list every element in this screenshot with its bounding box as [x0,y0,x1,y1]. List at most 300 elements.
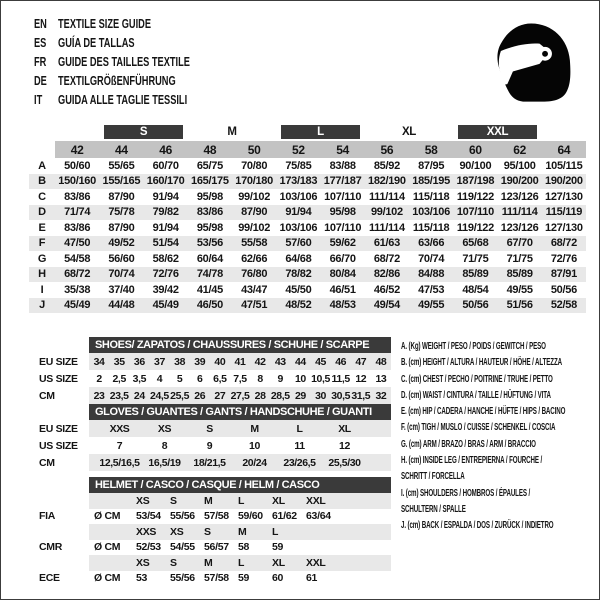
size-value-cell: 55/65 [108,159,135,172]
row-label: US SIZE [39,439,78,452]
size-value-cell: 55/56 [170,510,195,523]
size-value-cell: 49/55 [506,283,533,296]
legend-line: C. (cm) CHEST / PECHO / POITRINE / TRUHE / PETTO [401,373,553,385]
size-value-cell: 103/106 [279,190,318,203]
size-header-cell: XS [136,494,150,507]
size-value-cell: 99/102 [238,221,271,234]
size-value-cell: 3,5 [132,372,147,385]
table-row [89,387,391,404]
row-label: I [40,283,44,296]
gloves-table-title: GLOVES / GUANTES / GANTS / HANDSCHUHE / GUANTI [89,404,391,420]
size-value-cell: 111/114 [368,221,405,234]
size-value-cell: 44 [294,355,306,368]
standard-label: CMR [39,541,63,553]
size-band-L: L [281,125,360,139]
legend-line: E. (cm) HIP / CADERA / HANCHE / HÜFTE / HIPS / BACINO [401,406,566,418]
table-row [89,454,391,471]
size-value-cell: 66/70 [329,252,356,265]
measurement-row [29,158,586,174]
size-value-cell: 41 [234,355,246,368]
size-value-cell: 6 [197,372,203,385]
measurement-legend [401,339,596,535]
size-band-M: M [227,126,237,138]
size-value-cell: 45/50 [285,283,312,296]
size-column-header: 50 [232,141,276,158]
size-band-empty [542,125,586,139]
size-value-cell: 4 [156,372,163,385]
helmet-standard-labels [39,493,62,586]
size-value-cell: 48/52 [285,299,312,312]
size-value-cell: 25,5/30 [328,456,361,469]
size-value-cell: 95/98 [329,206,356,219]
size-value-cell: 47/51 [241,299,268,312]
size-value-cell: 6,5 [213,372,227,385]
size-band-S: S [104,125,183,139]
row-label: CM [39,389,55,402]
row-label: H [38,268,46,281]
size-header-cell: S [170,494,177,507]
size-value-cell: 30 [315,389,326,402]
language-title: GUIDA ALLE TAGLIE TESSILI [58,92,188,107]
size-column-header: 54 [321,141,365,158]
legend-line: B. (cm) HEIGHT / ALTURA / HAUTEUR / HÖHE / ALTEZZA [401,357,562,369]
size-header-cell: XL [272,556,285,569]
size-value-cell: 68/72 [64,268,91,281]
size-band-row [29,125,586,139]
size-header-cell: XS [136,556,150,569]
size-value-cell: 50/56 [462,299,489,312]
size-value-cell: 173/183 [279,175,318,188]
size-value-cell: 48 [375,355,387,368]
size-value-cell: 54/58 [64,252,91,265]
size-value-cell: 38 [174,355,186,368]
row-label: E [38,221,46,234]
size-value-cell: 62/66 [241,252,268,265]
measurement-row [29,189,586,205]
size-value-cell: 37/40 [108,283,135,296]
size-value-cell: 123/126 [500,221,539,234]
size-value-cell: 46/50 [196,299,223,312]
size-value-cell: 87/90 [241,206,268,219]
row-label: CM [39,456,55,469]
size-value-cell: 123/126 [500,190,539,203]
size-value-cell: 90/100 [459,159,492,172]
size-value-cell: 72/76 [550,252,577,265]
size-value-cell: 150/160 [58,175,96,188]
size-value-cell: 50/60 [64,159,91,172]
size-value-cell: 47/50 [64,237,91,250]
size-value-cell: 36 [133,355,145,368]
helmet-table-body [89,493,391,586]
row-label: F [38,237,46,250]
size-value-cell: 74/78 [196,268,223,281]
size-column-header: 46 [144,141,188,158]
size-value-cell: 46/52 [373,283,400,296]
helmet-size-row [89,493,391,509]
shoes-row-labels [39,353,78,404]
size-header-cell: XL [272,494,285,507]
size-value-cell: 18/21,5 [193,456,226,469]
standard-label: FIA [39,510,56,522]
size-header-cell: L [272,525,279,538]
size-value-cell: 9 [206,439,213,452]
size-value-cell: 59 [272,541,284,554]
size-column-header: 62 [498,141,542,158]
size-value-cell: 76/80 [241,268,268,281]
size-value-cell: 28,5 [270,389,290,402]
diameter-label: Ø CM [94,572,121,585]
row-label: US SIZE [39,372,78,385]
size-value-cell: 56/60 [108,252,135,265]
size-value-cell: 61/63 [373,237,400,250]
size-value-cell: 53 [136,572,148,585]
legend-line: H. (cm) INSIDE LEG / ENTREPIERNA / FOURCHE / [401,455,543,467]
language-title: GUÍA DE TALLAS [58,35,135,50]
legend-line: SCHULTERN / SPALLE [401,503,466,515]
size-value-cell: 107/110 [324,221,362,234]
size-value-cell: 16,5/19 [148,456,181,469]
size-value-cell: 59/60 [238,510,263,523]
size-value-cell: 107/110 [324,190,362,203]
size-value-cell: 41/45 [196,283,223,296]
size-column-header: 64 [542,141,586,158]
size-value-cell: 68/72 [373,252,400,265]
size-value-cell: 63/66 [418,237,445,250]
size-value-cell: 99/102 [238,190,271,203]
size-value-cell: 35 [113,355,125,368]
size-value-cell: 72/76 [152,268,179,281]
size-header-cell: M [204,556,213,569]
size-number-row [29,141,586,158]
size-value-cell: 12,5/16,5 [99,456,140,469]
size-value-cell: 32 [375,389,387,402]
legend-line: F. (cm) TIGH / MUSLO / CUISSE / SCHENKEL / COSCIA [401,422,556,434]
size-value-cell: 45 [315,355,326,368]
size-value-cell: 52/58 [550,299,577,312]
size-value-cell: 53/56 [196,237,223,250]
size-value-cell: 43 [274,355,286,368]
shoes-table-title: SHOES/ ZAPATOS / CHAUSSURES / SCHUHE / SCARPE [89,337,391,353]
size-value-cell: 58/62 [152,252,179,265]
size-column-header: 60 [453,141,497,158]
size-header-cell: S [170,556,177,569]
size-value-cell: 83/86 [64,190,91,203]
size-value-cell: 95/98 [196,221,223,234]
size-header-cell: M [204,494,213,507]
size-value-cell: 63/64 [306,510,331,523]
size-value-cell: L [296,422,303,435]
size-value-cell: 9 [277,372,283,385]
size-value-cell: 24,5 [150,389,169,402]
shoes-table-body [89,353,391,404]
size-value-cell: 87/91 [550,268,577,281]
size-value-cell: 30,5 [331,389,351,402]
language-row [34,52,236,71]
size-value-cell: 71/75 [462,252,489,265]
row-label: EU SIZE [39,355,78,368]
size-value-cell: 75/85 [285,159,312,172]
size-header-cell: XS [170,525,184,538]
size-value-cell: 170/180 [235,175,273,188]
size-value-cell: 55/58 [241,237,268,250]
gloves-table-body [89,420,391,471]
legend-line: SCHRITT / FORCELLA [401,471,465,483]
table-row [89,370,391,387]
size-value-cell: 24 [133,389,145,402]
helmet-size-row [89,524,391,540]
size-value-cell: 105/115 [545,159,583,172]
size-value-cell: 177/187 [323,175,362,188]
legend-line: I. (cm) SHOULDERS / HOMBROS / ÉPAULES / [401,487,531,499]
language-code: IT [34,92,43,107]
helmet-value-row [89,540,391,556]
helmet-value-row [89,571,391,587]
size-value-cell: 12 [339,439,350,452]
language-row [34,71,236,90]
helmet-size-row [89,555,391,571]
measurement-row [29,205,586,221]
size-value-cell: 28 [254,389,266,402]
size-value-cell: XXS [109,422,130,435]
size-value-cell: 190/200 [500,175,539,188]
size-value-cell: 84/88 [418,268,445,281]
size-value-cell: 57/58 [204,510,229,523]
size-value-cell: 85/89 [506,268,533,281]
size-value-cell: 103/106 [412,206,450,219]
helmet-value-row [89,509,391,525]
size-value-cell: 59/62 [329,237,356,250]
size-value-cell: 190/200 [545,175,583,188]
size-band-empty [29,125,99,139]
legend-line: A. (Kg) WEIGHT / PESO / POIDS / GEWITCH / PESO [401,341,546,352]
size-value-cell: 8 [257,372,263,385]
size-column-header: 58 [409,141,453,158]
size-value-cell: 23/26,5 [283,456,316,469]
size-value-cell: 12 [355,372,367,385]
language-row [34,90,236,109]
size-value-cell: 57/60 [285,237,312,250]
size-value-cell: 50/56 [550,283,577,296]
size-value-cell: 2 [96,372,102,385]
size-value-cell: 85/92 [373,159,400,172]
helmet-table-title: HELMET / CASCO / CASQUE / HELM / CASCO [89,477,391,493]
size-value-cell: 75/78 [108,206,135,219]
language-row [34,14,236,33]
language-title: GUIDE DES TAILLES TEXTILE [58,54,190,69]
size-value-cell: 91/94 [152,221,179,234]
size-value-cell: 70/74 [108,268,135,281]
size-value-cell: 44/48 [108,299,135,312]
size-value-cell: 57/58 [204,572,229,585]
size-value-cell: 35/38 [64,283,91,296]
language-title: TEXTILGRÖßENFÜHRUNG [58,73,176,88]
size-value-cell: 49/54 [373,299,400,312]
row-label: A [38,159,46,172]
size-value-cell: 95/98 [196,190,223,203]
size-value-cell: 83/88 [329,159,356,172]
size-value-cell: 51/54 [152,237,179,250]
row-label: C [38,190,46,203]
size-value-cell: XL [338,422,351,435]
row-label: G [37,252,47,265]
size-column-header: 48 [188,141,232,158]
size-value-cell: 47 [355,355,367,368]
size-value-cell: 5 [176,372,183,385]
size-value-cell: 107/110 [456,206,494,219]
size-column-header: 44 [99,141,143,158]
size-value-cell: 64/68 [285,252,312,265]
size-value-cell: 56/57 [204,541,229,554]
size-value-cell: 34 [93,355,105,368]
legend-line: G. (cm) ARM / BRAZO / BRAS / ARM / BRACCIO [401,438,536,450]
size-value-cell: 119/122 [456,190,494,203]
size-value-cell: 39/42 [152,283,179,296]
size-value-cell: 60/64 [196,252,223,265]
size-value-cell: 23,5 [109,389,129,402]
size-band-XXL: XXL [458,125,537,139]
size-value-cell: 49/52 [108,237,135,250]
size-value-cell: 127/130 [545,221,583,234]
size-value-cell: 65/75 [196,159,223,172]
size-value-cell: 115/119 [545,206,583,219]
size-value-cell: 53/54 [136,510,161,523]
size-value-cell: 115/118 [412,190,450,203]
size-value-cell: 51/56 [506,299,533,312]
size-header-cell: L [238,494,245,507]
size-value-cell: 59 [238,572,250,585]
size-value-cell: 7,5 [233,372,247,385]
size-value-cell: 65/68 [462,237,489,250]
row-label: EU SIZE [39,422,78,435]
size-column-header: 42 [55,141,99,158]
language-code: FR [34,54,47,69]
size-value-cell: 111/114 [368,190,405,203]
table-row [89,437,391,454]
size-header-cell: XXS [136,525,157,538]
size-value-cell: 39 [194,355,206,368]
size-value-cell: 61 [306,572,318,585]
diameter-label: Ø CM [94,510,121,523]
size-value-cell: 80/84 [329,268,356,281]
size-value-cell: 95/100 [503,159,536,172]
size-value-cell: 78/82 [285,268,312,281]
size-header-cell: L [238,556,245,569]
size-value-cell: 155/165 [102,175,141,188]
size-value-cell: 61/62 [272,510,297,523]
size-value-cell: 60 [272,572,284,585]
size-value-cell: 87/90 [108,221,135,234]
size-value-cell: 45/49 [152,299,179,312]
size-value-cell: 71/74 [64,206,91,219]
size-value-cell: 13 [375,372,387,385]
size-value-cell: 52/53 [136,541,161,554]
size-value-cell: 27 [214,389,226,402]
language-code: EN [34,16,47,31]
size-value-cell: 26 [194,389,206,402]
size-header-cell: XXL [306,494,326,507]
size-header-cell: S [204,525,211,538]
language-title: TEXTILE SIZE GUIDE [58,16,152,31]
size-value-cell: 85/89 [462,268,489,281]
size-value-cell: 83/86 [64,221,91,234]
size-value-cell: 46 [335,355,347,368]
size-value-cell: 31,5 [351,389,371,402]
size-value-cell: 54/55 [170,541,195,554]
size-value-cell: 27,5 [230,389,250,402]
row-label: D [38,206,46,219]
size-header-cell: M [238,525,247,538]
measurement-row [29,298,586,314]
legend-line: D. (cm) WAIST / CINTURA / TAILLE / HÜFTUNG / VITA [401,389,551,401]
size-column-header: 56 [365,141,409,158]
size-value-cell: 2,5 [112,372,126,385]
measurement-row [29,282,586,298]
size-value-cell: 25,5 [170,389,190,402]
size-value-cell: 10,5 [311,372,330,385]
language-row [34,33,236,52]
measurement-row [29,267,586,283]
size-value-cell: 165/175 [191,175,229,188]
size-value-cell: 99/102 [370,206,403,219]
size-value-cell: 58 [238,541,250,554]
size-value-cell: 48/54 [462,283,489,296]
size-value-cell: 11 [294,439,305,452]
size-value-cell: 67/70 [506,237,533,250]
size-value-cell: S [206,422,213,435]
size-value-cell: 11,5 [331,372,350,385]
size-value-cell: 182/190 [368,175,406,188]
size-value-cell: 7 [116,439,123,452]
size-value-cell: XS [157,422,172,435]
size-value-cell: 10 [294,372,306,385]
size-band-XL: XL [401,126,417,138]
size-value-cell: M [250,422,259,435]
size-value-cell: 127/130 [545,190,583,203]
size-value-cell: 23 [93,389,105,402]
size-value-cell: 45/49 [64,299,91,312]
size-value-cell: 82/86 [373,268,400,281]
size-value-cell: 10 [249,439,260,452]
size-value-cell: 70/80 [241,159,268,172]
gloves-row-labels [39,420,78,471]
size-value-cell: 79/82 [152,206,179,219]
size-value-cell: 47/53 [418,283,445,296]
measurement-row [29,220,586,236]
size-value-cell: 49/55 [418,299,445,312]
table-row [89,353,391,370]
size-value-cell: 68/72 [550,237,577,250]
size-value-cell: 8 [161,439,168,452]
size-value-cell: 60/70 [152,159,179,172]
textile-size-table [29,125,586,313]
size-value-cell: 40 [214,355,226,368]
size-value-cell: 37 [154,355,165,368]
size-value-cell: 103/106 [279,221,318,234]
size-value-cell: 43/47 [241,283,268,296]
size-value-cell: 187/198 [456,175,495,188]
size-value-cell: 70/74 [418,252,445,265]
size-value-cell: 87/95 [418,159,445,172]
measurement-row [29,236,586,252]
size-value-cell: 83/86 [196,206,223,219]
size-column-header: 52 [276,141,320,158]
size-value-cell: 185/195 [412,175,450,188]
size-value-cell: 115/118 [412,221,450,234]
size-value-cell: 87/90 [108,190,135,203]
legend-line: J. (cm) BACK / ESPALDA / DOS / ZURÜCK / INDIETRO [401,520,554,532]
size-value-cell: 42 [254,355,266,368]
measurement-row [29,251,586,267]
